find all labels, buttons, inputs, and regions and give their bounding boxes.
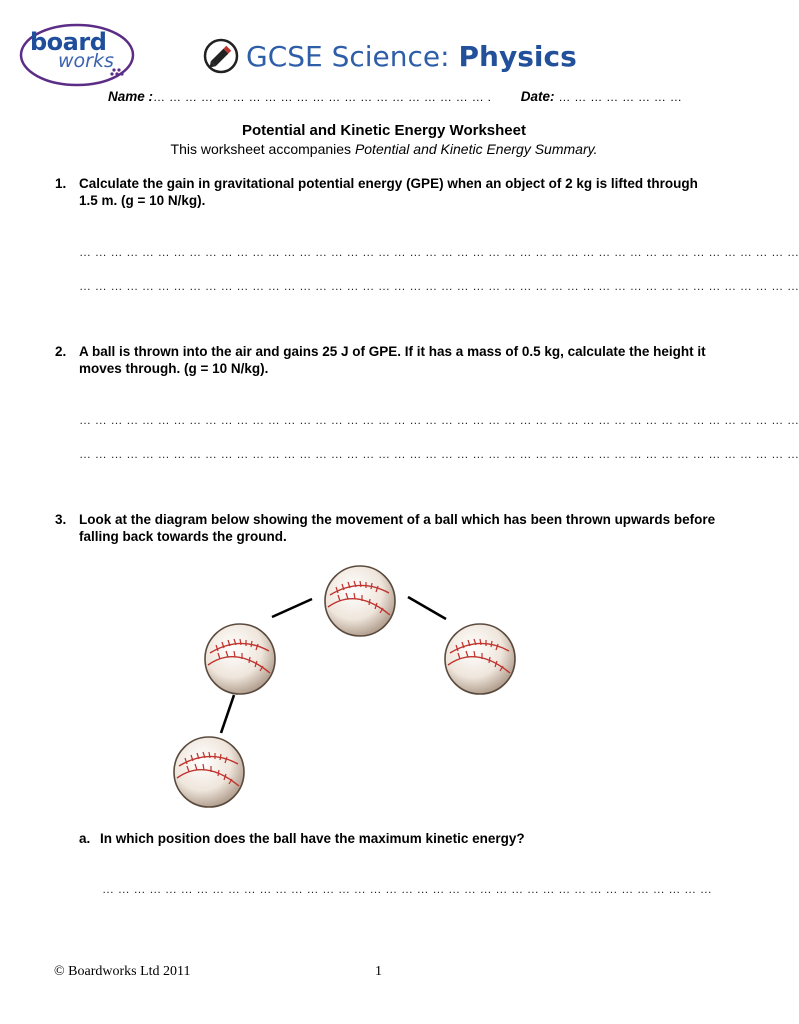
logo-text-works: works — [58, 50, 114, 72]
header-title-physics: Physics — [458, 40, 577, 73]
date-field[interactable]: … … … … … … … … — [558, 90, 683, 104]
question-2-number: 2. — [55, 344, 67, 359]
ball-trajectory-diagram — [160, 555, 540, 815]
ball-position-top — [325, 566, 395, 636]
path-segment-rising — [272, 599, 312, 617]
subquestion-a-text: In which position does the ball have the maximum kinetic energy? — [100, 831, 525, 846]
pencil-icon — [203, 38, 239, 74]
subtitle-italic: Potential and Kinetic Energy Summary. — [354, 141, 598, 157]
subtitle-prefix: This worksheet accompanies — [170, 141, 355, 157]
footer-copyright: © Boardworks Ltd 2011 — [54, 964, 191, 979]
name-label: Name : — [108, 89, 154, 104]
question-1-text: Calculate the gain in gravitational potential energy (GPE) when an object of 2 kg is lifted through 1.5 m. (g = 10 N/kg). — [79, 176, 698, 208]
path-segment-falling — [408, 597, 446, 619]
name-date-line — [108, 89, 682, 104]
answer-line-2a[interactable]: … … … … … … … … … … … … … … … … … … … … … … … … … … … … … … … … … … … … … … … … … … … … … … — [79, 413, 799, 427]
logo-text-board: board — [30, 28, 107, 56]
date-label: Date: — [520, 89, 555, 104]
question-3-number: 3. — [55, 512, 67, 527]
answer-line-1a[interactable]: … … … … … … … … … … … … … … … … … … … … … … … … … … … … … … … … … … … … … … … … … … … … … … — [79, 245, 799, 259]
path-segment-launch — [221, 695, 234, 733]
name-field[interactable]: … … … … … … … … … … … … … … … … … … … … … . — [153, 90, 492, 104]
question-3-text: Look at the diagram below showing the movement of a ball which has been thrown upwards before falling back towards the ground. — [79, 512, 716, 544]
worksheet-title: Potential and Kinetic Energy Worksheet — [242, 122, 526, 139]
answer-line-3a[interactable]: … … … … … … … … … … … … … … … … … … … … … … … … … … … … … … … … … … … … … … … — [102, 882, 713, 896]
question-1-number: 1. — [55, 176, 67, 191]
page-number: 1 — [375, 964, 382, 979]
answer-line-2b[interactable]: … … … … … … … … … … … … … … … … … … … … … … … … … … … … … … … … … … … … … … … … … … … … … … — [79, 447, 799, 461]
header-title-science: GCSE Science: — [246, 40, 459, 73]
header-title — [246, 40, 577, 73]
subquestion-a-label: a. — [79, 831, 91, 846]
answer-line-1b[interactable]: … … … … … … … … … … … … … … … … … … … … … … … … … … … … … … … … … … … … … … … … … … … … … … — [79, 279, 799, 293]
worksheet-subtitle — [0, 141, 768, 157]
question-2-text: A ball is thrown into the air and gains 25 J of GPE. If it has a mass of 0.5 kg, calculate the height it moves through. (g = 10 N/kg). — [79, 344, 706, 376]
ball-position-launch — [174, 737, 244, 807]
ball-position-falling — [445, 624, 515, 694]
ball-position-rising — [205, 624, 275, 694]
